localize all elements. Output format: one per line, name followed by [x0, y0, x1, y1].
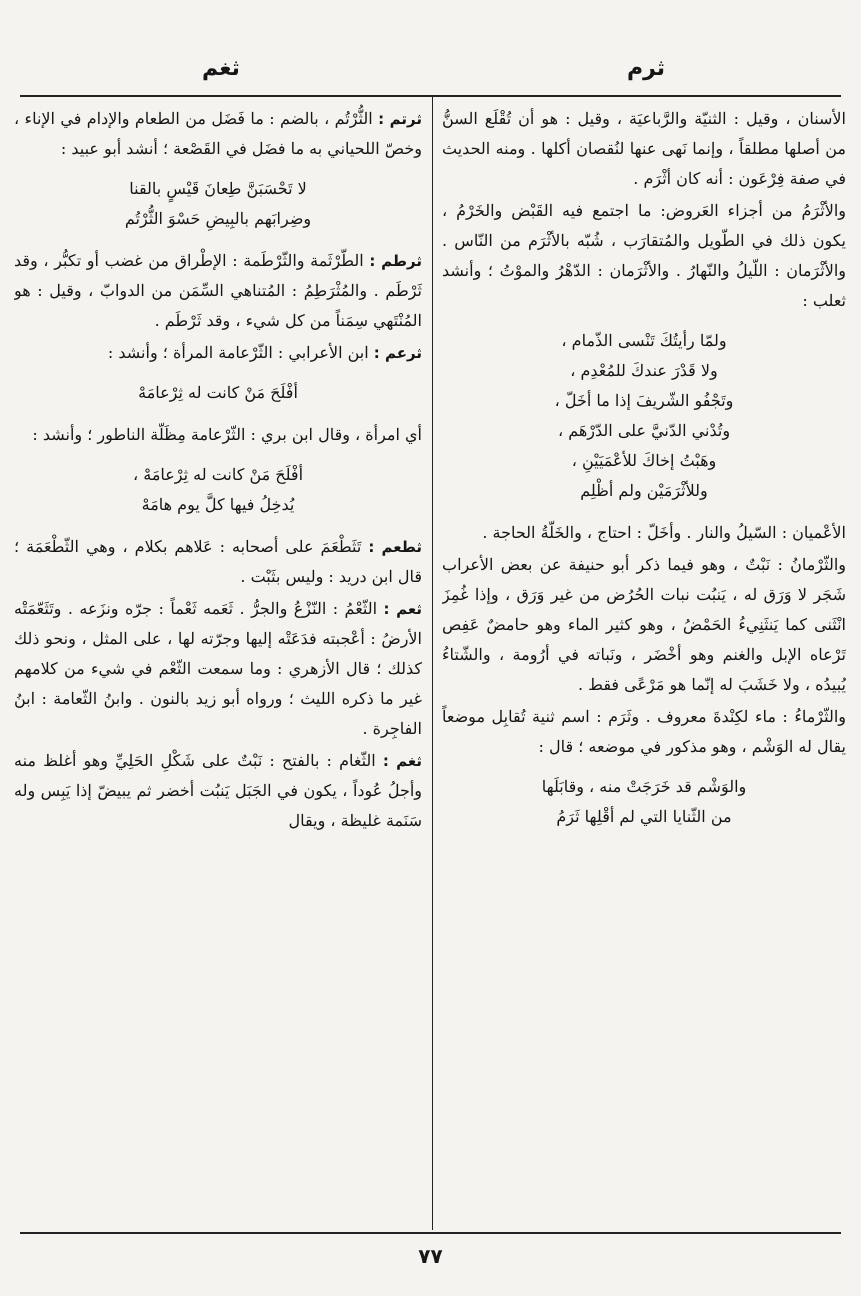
entry-body: الثّعْمُ : النّزْعُ والجرُّ . ثَعَمه ثَعْماً : جرّه ونزَعه . وتَثَعّمَتْه الأرضُ : أعْجبته فدَعَتْه إليها وجرّته لها ، على المثل ، ونحو ذلك كذلك ؛ قال الأزهري : وما سمعت الثّعْم في شيء من كلامهم غير ما ذكره الليث ؛ ورواه أبو زيد بالنون . وابنُ الثّعامة : ابنُ الفاجِرة . [14, 599, 422, 738]
verse-line: ولمّا رأيتُكَ تَنْسى الذّمام ، [561, 331, 727, 350]
entry-body: الطّرْثَمة والثّرْطَمة : الإطْراق من غضب أو تكبُّر ، وقد ثَرْطَم . والمُثْرَطِمُ : المُتناهي السِّمَن من الدوابّ ، وقيل : هو المُنْتَهي سِمَناً من كل شيء ، وقد ثَرْطَم . [14, 251, 422, 330]
entry-body: الثُّرْتُم ، بالضم : ما فَضَل من الطعام والإدام في الإناء ، وخصّ اللحياني به ما فضَل في القَصْعة ؛ أنشد أبو عبيد : [14, 109, 422, 158]
verse-block [14, 460, 422, 520]
verse-line: لا تَحْسَبَنَّ طِعانَ قَيْسٍ بالقنا [129, 179, 307, 198]
entry-headword: ثرعم : [373, 344, 422, 362]
entry [14, 104, 422, 164]
verse-line: وهَبْتُ إخاكَ للأعْمَيَيْنِ ، [571, 451, 717, 470]
entry-headword: ثرطم : [369, 252, 422, 270]
verse-line: وتُدْني الدّنيَّ على الدّرْهَم ، [557, 421, 731, 440]
entry-paragraph: الأعْميان : السّيلُ والنار . وأخَلّ : احتاج ، والخَلّةُ الحاجة . [482, 523, 846, 542]
entry [14, 532, 422, 592]
entry [14, 246, 422, 336]
page-number: ٧٧ [418, 1244, 443, 1268]
entry-body: تَثَطْعَمَ على أصحابه : عَلاهم بكلام ، وهي الثّطْعَمَة ؛ قال ابن دريد : وليس بثَبْت . [14, 537, 422, 586]
entry-headword: ثرتم : [378, 110, 422, 128]
verse-line: من الثّنايا التي لم أقْلِها ثَرَمُ [556, 807, 732, 826]
entry-headword: ثطعم : [368, 538, 422, 556]
entry-paragraph: والثّرْمانُ : نَبْتٌ ، وهو فيما ذكر أبو حنيفة عن بعض الأعراب شَجَر لا وَرَق له ، يَنبُت نبات الحُرُض من غير وَرَق ، وإذا غُمِزَ انْثَنى كما يَنثَنِيءُ الحَمْضُ ، وهو كثير الماء وهو حامضٌ عَفِص تَرْعاه الإبل والغنم وهو أخْضَر ، ونَباته في أرُومة ، والشّتاءُ يُبيدُه ، ولا خَشَبَ له إنّما هو مَرْعًى فقط . [442, 555, 846, 694]
verse-block [14, 378, 422, 408]
entry [14, 594, 422, 744]
verse-line: وللأثْرَمَيْن ولم أظْلِم [580, 481, 708, 500]
verse-line: ولا قَدْرَ عندكَ للمُعْدِم ، [570, 361, 718, 380]
verse-line: أفْلَحَ مَنْ كانت له ثِرْعامَهْ [138, 383, 298, 402]
right-column [442, 104, 846, 1228]
entry-paragraph: والأثْرَمُ من أجزاء العَروض: ما اجتمع فيه القَبْض والخَرْمُ ، يكون ذلك في الطّويل والمُتقارَب ، شُبّه بالأثْرَم من النّاس . والأثْرَمان : اللّيلُ والنّهارُ . والأثْرَمان : الدّهْرُ والموْتُ ؛ وأنشد ثعلب : [442, 201, 846, 310]
column-divider [432, 97, 433, 1230]
bottom-rule [20, 1232, 841, 1234]
left-column [14, 104, 422, 1228]
entry-headword: ثعم : [383, 600, 422, 618]
verse-line: أفْلَحَ مَنْ كانت له ثِرْعامَهْ ، [132, 465, 304, 484]
entry [14, 338, 422, 368]
verse-block [442, 772, 846, 832]
verse-line: والوَشْم قد خَرَجَتْ منه ، وقابَلَها [541, 777, 747, 796]
entry-paragraph: أي امرأة ، وقال ابن بري : الثّرْعامة مِظَلّة الناطور ؛ وأنشد : [32, 425, 422, 444]
running-header-left: ثغم [202, 56, 240, 81]
verse-block [442, 326, 846, 506]
verse-line: يُدخِلُ فيها كلَّ يوم هامَهْ [141, 495, 295, 514]
verse-line: وتَجْفُو الشّريفَ إذا ما أخَلّ ، [554, 391, 734, 410]
entry-paragraph: والثّرْماءُ : ماء لكِنْدةَ معروف . وثَرَم : اسم ثنية تُقابِل موضعاً يقال له الوَشْم ، وهو مذكور في موضعه ؛ قال : [442, 707, 846, 756]
entry-body: ابن الأعرابي : الثّرْعامة المرأة ؛ وأنشد : [107, 343, 369, 362]
running-header-right: ثرم [627, 56, 666, 81]
entry-body: الثّغام : بالفتح : نَبْتٌ على شَكْلِ الحَلِيِّ وهو أغلظ منه وأجلُ عُوداً ، يكون في الجَبَل يَنبُت أخضر ثم يبيضّ إذا يَبِس وله سَنَمة غليظة ، ويقال [14, 751, 422, 830]
top-rule [20, 95, 841, 97]
entry-paragraph: الأسنان ، وقيل : الثنيّة والرَّباعيَة ، وقيل : هو أن تُقْلَع السنُّ من أصلها مطلقاً ، وإنما نَهى عنها لنُقصان أكلها . ومنه الحديث في صفة فِرْعَون : أنه كان أثْرَم . [442, 109, 846, 188]
verse-line: وضِرابَهم بالبِيضِ حَسْوَ الثُّرْتُم [124, 209, 312, 228]
entry-headword: ثغم : [382, 752, 422, 770]
entry [14, 746, 422, 836]
verse-block [14, 174, 422, 234]
